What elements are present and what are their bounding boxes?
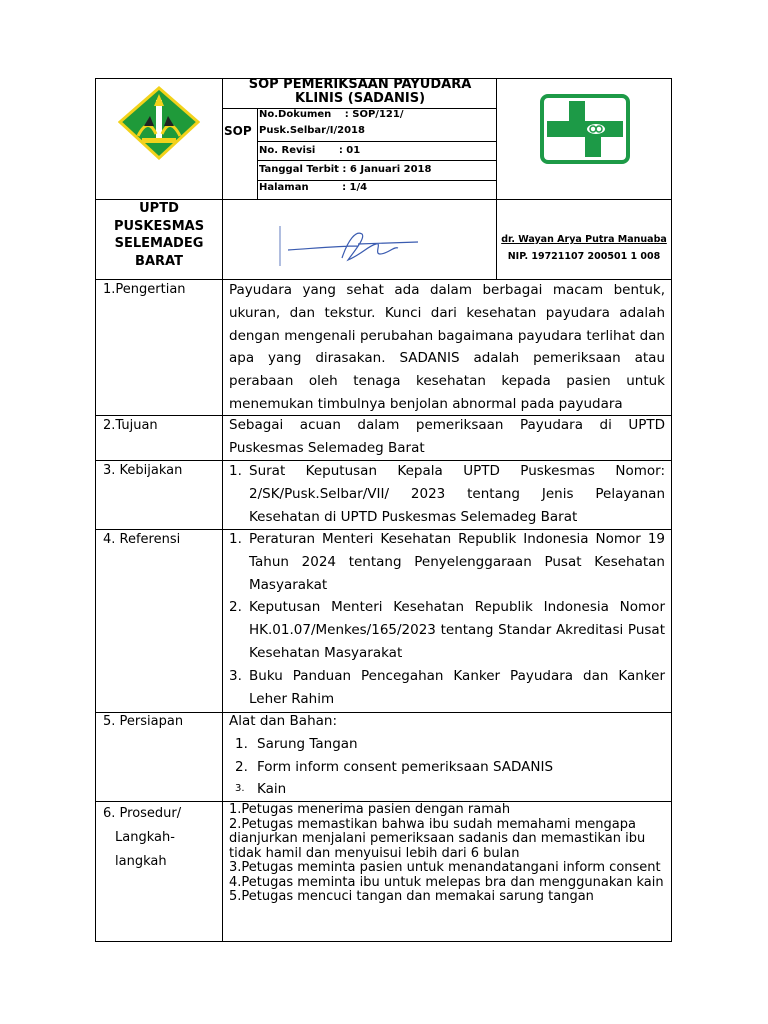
persiapan-label: 5. Persiapan — [103, 714, 184, 729]
ministry-logo — [118, 86, 200, 160]
prosedur-step: 5.Petugas mencuci tangan dan memakai sarung tangan — [229, 889, 594, 904]
referensi-item — [229, 665, 665, 711]
no-revisi-label: No. Revisi — [259, 145, 316, 156]
puskesmas-cross-icon — [539, 93, 631, 165]
tujuan-text: Sebagai acuan dalam pemeriksaan Payudara di UPTD Puskesmas Selemadeg Barat — [229, 417, 665, 456]
signatory-nip: NIP. 19721107 200501 1 008 — [507, 251, 661, 262]
referensi-item-text: Buku Panduan Pencegahan Kanker Payudara dan Kanker Leher Rahim — [249, 667, 665, 707]
meta-divider-1 — [257, 141, 497, 142]
no-dokumen-value: : SOP/121/ — [344, 109, 404, 120]
halaman-label: Halaman — [259, 182, 309, 193]
persiapan-item-text: Sarung Tangan — [257, 735, 358, 752]
referensi-item — [229, 528, 665, 596]
prosedur-label — [103, 802, 181, 874]
no-dokumen-value2: Pusk.Selbar/I/2018 — [259, 125, 365, 136]
referensi-item-number: 2. — [229, 599, 242, 616]
meta-divider-2 — [257, 160, 497, 161]
persiapan-content — [229, 710, 665, 801]
prosedur-label-line1: 6. Prosedur/ — [103, 806, 182, 821]
persiapan-item — [229, 733, 665, 756]
signature — [278, 224, 428, 268]
referensi-item — [229, 596, 665, 664]
institution-line1: UPTD — [139, 201, 179, 216]
referensi-list — [229, 528, 665, 710]
persiapan-item-number: 1. — [235, 735, 248, 752]
kebijakan-item-number: 1. — [229, 463, 242, 479]
sop-label: SOP — [224, 124, 252, 138]
kebijakan-item — [229, 460, 665, 528]
persiapan-item-number: 3. — [235, 783, 245, 795]
referensi-label: 4. Referensi — [103, 532, 181, 547]
persiapan-item — [229, 756, 665, 779]
institution-line4: BARAT — [135, 253, 183, 269]
persiapan-item-text: Kain — [257, 781, 287, 798]
referensi-label-cell — [95, 529, 223, 713]
kebijakan-item-text: Surat Keputusan Kepala UPTD Puskesmas Nomor: 2/SK/Pusk.Selbar/VII/ 2023 tentang Jenis Pelayanan Kesehatan di UPTD Puskesmas Selemadeg Barat — [249, 463, 665, 525]
persiapan-heading: Alat dan Bahan: — [229, 713, 337, 729]
halaman-row — [259, 182, 367, 193]
signature-scribble-icon — [278, 224, 428, 268]
prosedur-step: 1.Petugas menerima pasien dengan ramah — [229, 802, 511, 817]
tujuan-label: 2.Tujuan — [103, 418, 158, 433]
prosedur-step: 2.Petugas memastikan bahwa ibu sudah memahami mengapa dianjurkan menjalani pemeriksaan sadanis dan memastikan ibu tidak hamil dan menyuisui lebih dari 6 bulan — [229, 816, 646, 861]
no-revisi-row — [259, 145, 360, 156]
persiapan-item-text: Form inform consent pemeriksaan SADANIS — [257, 758, 554, 775]
ministry-emblem-icon — [118, 86, 200, 160]
kebijakan-list — [229, 460, 665, 528]
signatory-name: dr. Wayan Arya Putra Manuaba — [501, 234, 667, 245]
institution-line3: SELEMADEG — [114, 236, 204, 251]
no-dokumen-row — [259, 109, 495, 120]
halaman-value: : 1/4 — [342, 182, 368, 193]
prosedur-label-line2: Langkah- — [115, 830, 175, 845]
kebijakan-label: 3. Kebijakan — [103, 463, 183, 478]
pengertian-label: 1.Pengertian — [103, 282, 186, 297]
no-revisi-value: : 01 — [338, 145, 361, 156]
prosedur-step: 3.Petugas meminta pasien untuk menandatangani inform consent — [229, 860, 661, 875]
pengertian-text: Payudara yang sehat ada dalam berbagai macam bentuk, ukuran, dan tekstur. Kunci dari kesehatan payudara adalah dengan mengenali perubahan bagaimana payudara terlihat dan apa yang dirasakan. SADANIS adalah pemeriksaan atau perabaan oleh tenaga kesehatan kepada pasien untuk menemukan timbulnya benjolan abnormal pada payudara — [229, 282, 665, 412]
meta-divider-3 — [257, 180, 497, 181]
referensi-item-text: Peraturan Menteri Kesehatan Republik Indonesia Nomor 19 Tahun 2024 tentang Penyelenggaraan Pusat Kesehatan Masyarakat — [249, 531, 665, 593]
tanggal-terbit: Tanggal Terbit : 6 Januari 2018 — [259, 164, 432, 175]
prosedur-steps — [229, 803, 665, 905]
referensi-item-number: 3. — [229, 667, 242, 684]
persiapan-item-number: 2. — [235, 758, 248, 775]
prosedur-label-line3: langkah — [115, 854, 167, 869]
no-dokumen-label: No.Dokumen — [259, 109, 332, 120]
pengertian-label-cell — [95, 279, 223, 416]
prosedur-step: 4.Petugas meminta ibu untuk melepas bra dan menggunakan kain — [229, 874, 664, 890]
institution-line2: PUSKESMAS — [113, 218, 205, 234]
meta-left-border — [257, 108, 258, 200]
persiapan-item — [229, 778, 665, 801]
referensi-item-text: Keputusan Menteri Kesehatan Republik Indonesia Nomor HK.01.07/Menkes/165/2023 tentang Standar Akreditasi Pusat Kesehatan Masyarakat — [249, 599, 665, 661]
institution-name — [95, 200, 223, 270]
sop-title: SOP PEMERIKSAAN PAYUDARA KLINIS (SADANIS) — [248, 77, 472, 106]
puskesmas-logo — [539, 93, 631, 165]
referensi-item-number: 1. — [229, 531, 242, 547]
